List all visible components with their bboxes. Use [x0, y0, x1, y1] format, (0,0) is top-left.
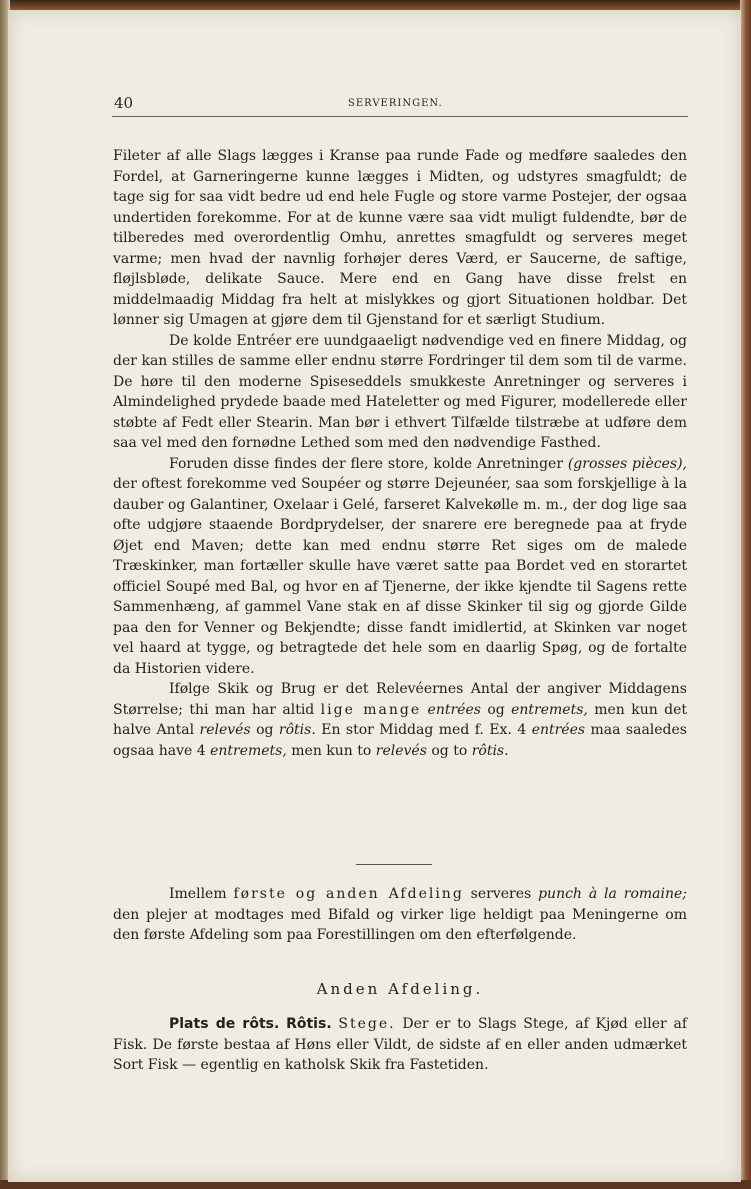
book-top-edge	[0, 0, 751, 10]
body-text-punch	[113, 884, 687, 946]
running-head	[112, 94, 688, 117]
section-heading: Anden Afdeling.	[316, 980, 484, 998]
paragraph-stege: Plats de rôts. Rôtis. Stege. Der er to Slags Stege, af Kjød eller af Fisk. De første bestaa af Høns eller Vildt, de sidste af en eller anden udmærket Sort Fisk — egentlig en katholsk Skik fra Fastetiden.	[113, 1016, 688, 1073]
body-text-upper	[113, 146, 687, 761]
book-right-edge	[740, 0, 751, 1189]
section-divider	[356, 864, 432, 865]
page-number: 40	[114, 94, 134, 112]
paragraph-relevees: Ifølge Skik og Brug er det Relevéernes Antal der angiver Middagens Størrelse; thi man har altid lige mange entrées og entremets, men kun det halve Antal relevés og rôtis. En stor Middag med f. Ex. 4 entrées maa saaledes ogsaa have 4 entremets, men kun to relevés og to rôtis.	[113, 681, 687, 759]
paragraph-punch: Imellem første og anden Afdeling serveres punch à la romaine; den plejer at modtages med Bifald og virker lige heldigt paa Meningerne om den første Afdeling som paa Forestillingen om den efterfølgende.	[113, 886, 688, 943]
paragraph-grosses-pieces: Foruden disse findes der flere store, kolde Anretninger (grosses pièces), der oftest forekomme ved Soupéer og større Dejeunéer, saa som forskjellige à la dauber og Galantiner, Oxelaar i Gelé, farseret Kalvekølle m. m., der dog lige saa ofte udgjøre staaende Bordprydelser, der snarere ere beregnede paa at fryde Øjet end Maven; dette kan med endnu større Ret siges om de malede Træskinker, man fortæller skulle have været satte paa Bordet ved en storartet officiel Soupé med Bal, og hvor en af Tjenerne, der ikke kjendte til Sagens rette Sammenhæng, af gammel Vane stak en af disse Skinker til sig og gjorde Gilde paa den for Venner og Bekjendte; disse fandt imidlertid, at Skinken var noget vel haard at tygge, og betragtede det hele som en daarlig Spøg, og de fortalte da Historien videre.	[113, 455, 687, 677]
body-text-stege	[113, 1014, 687, 1076]
paragraph-kolde-entreer: De kolde Entréer ere uundgaaeligt nødvendige ved en finere Middag, og der kan stilles de samme eller endnu større Fordringer til dem som til de varme. De høre til den moderne Spiseseddels smukkeste Anretninger og serveres i Almindelighed prydede baade med Hateletter og med Figurer, modellerede eller støbte af Fedt eller Stearin. Man bør i ethvert Tilfælde tilstræbe at udføre dem saa vel med den fornødne Lethed som med den nødvendige Fasthed.	[113, 332, 687, 451]
section-title: SERVERINGEN.	[348, 98, 443, 109]
paragraph-fileter: Fileter af alle Slags lægges i Kranse paa runde Fade og medføre saaledes den Fordel, at Garneringerne kunne lægges i Midten, og udstyres smagfuldt; de tage sig for saa vidt bedre ud end hele Fugle og store varme Postejer, der ogsaa undertiden forekomme. For at de kunne være saa vidt muligt fuldendte, bør de tilberedes med overordentlig Omhu, anrettes smagfuldt og serveres meget varme; men hvad der navnlig forhøjer deres Værd, er Saucerne, de saftige, fløjlsbløde, delikate Sauce. Mere end en Gang have disse frelst en middelmaadig Middag fra helt at mislykkes og gjort Situationen holdbar. Det lønner sig Umagen at gjøre dem til Gjenstand for et særligt Studium.	[113, 148, 687, 328]
